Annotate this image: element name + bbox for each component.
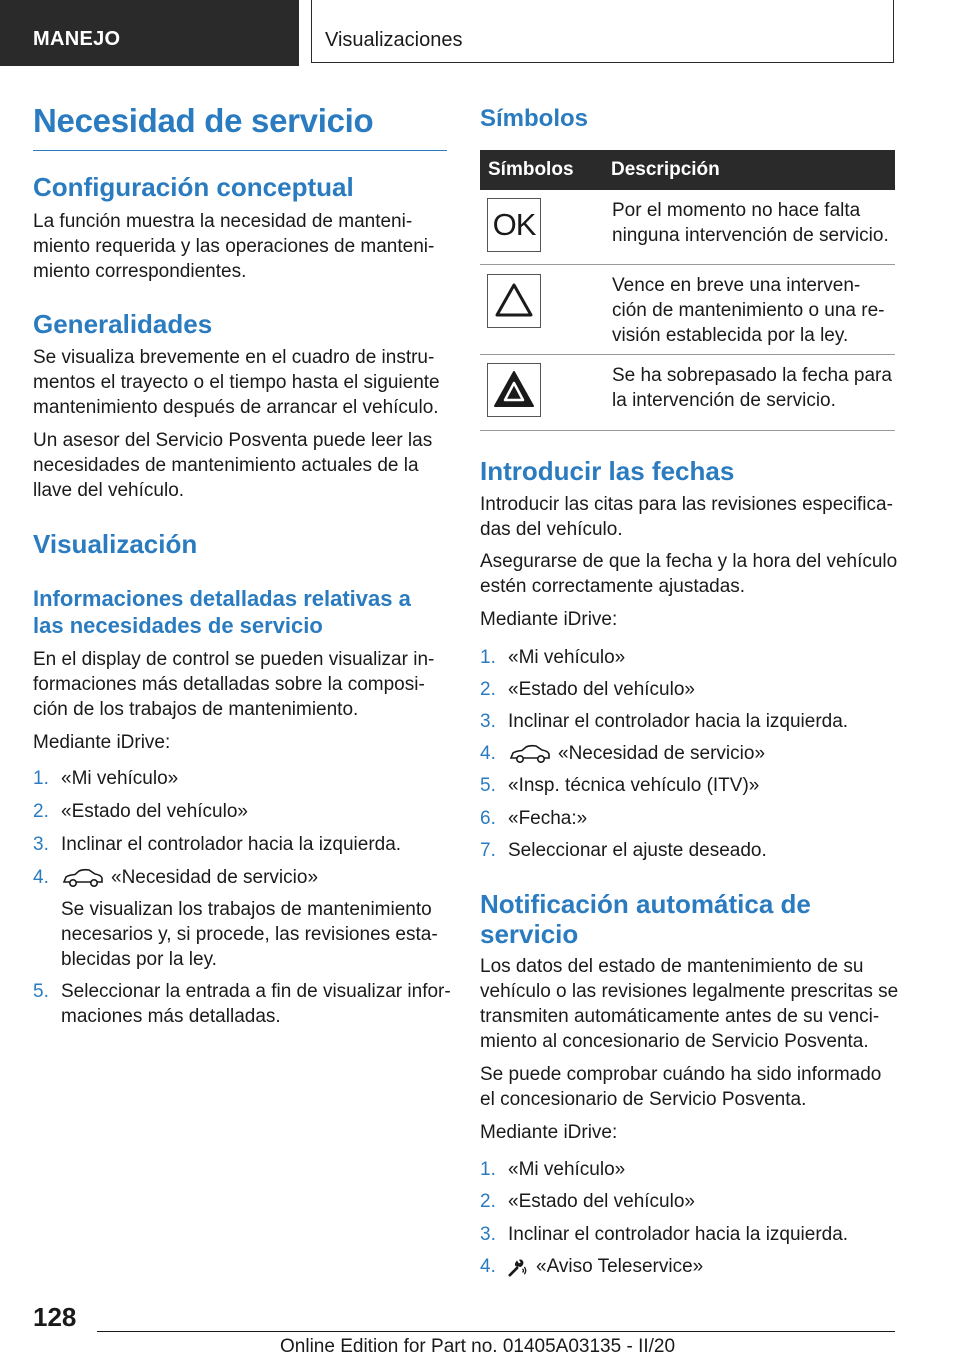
paragraph-fechas-1: Introducir las citas para las revisiones especifica- das del vehículo. — [480, 494, 893, 540]
warning-triangle-filled-icon — [487, 363, 541, 417]
table-row-divider — [480, 430, 895, 431]
car-icon — [508, 743, 552, 765]
heading-visualizacion: Visualización — [33, 529, 198, 559]
heading-introducir-fechas: Introducir las fechas — [480, 456, 735, 486]
paragraph-configuracion: La función muestra la necesidad de manteni- miento requerida y las operaciones de manteni- miento correspondientes. — [33, 211, 435, 282]
column-header-simbolos: Símbolos — [488, 159, 574, 180]
step-4-detail: Se visualizan los trabajos de mantenimiento necesarios y, si procede, las revisiones esta- blecidas por la ley. — [61, 899, 438, 970]
symbol-description: Se ha sobrepasado la fecha para la intervención de servicio. — [612, 365, 892, 411]
table-row-divider — [480, 354, 895, 355]
teleservice-wrench-icon — [508, 1257, 528, 1277]
symbols-table-header — [480, 150, 895, 190]
paragraph-idrive-notificacion: Mediante iDrive: — [480, 1122, 618, 1143]
footer-edition: Online Edition for Part no. 01405A03135 - II/20 — [280, 1336, 676, 1357]
heading-simbolos: Símbolos — [480, 105, 589, 132]
warning-triangle-outline-icon — [487, 274, 541, 328]
paragraph-fechas-2: Asegurarse de que la fecha y la hora del vehículo estén correctamente ajustadas. — [480, 551, 898, 597]
paragraph-generalidades-2: Un asesor del Servicio Posventa puede leer las necesidades de mantenimiento actuales de la llave del vehículo. — [33, 430, 433, 501]
symbol-description: Por el momento no hace falta ninguna intervención de servicio. — [612, 200, 889, 246]
footer-divider — [97, 1331, 895, 1332]
symbol-description: Vence en breve una interven- ción de mantenimiento o una re- visión establecida por la ley. — [612, 275, 885, 346]
ok-icon: OK — [487, 198, 541, 252]
heading-informaciones: Informaciones detalladas relativas a las necesidades de servicio — [33, 586, 411, 638]
header-topic-tab — [311, 0, 894, 63]
paragraph-notificacion-1: Los datos del estado de mantenimiento de su vehículo o las revisiones legalmente prescritas se transmiten automáticamente antes de su venci- miento al concesionario de Servicio Posventa. — [480, 956, 899, 1052]
header-topic-label: Visualizaciones — [325, 29, 463, 51]
heading-notificacion: Notificación automática de servicio — [480, 889, 811, 949]
header-section-label: MANEJO — [33, 28, 121, 50]
paragraph-informaciones: En el display de control se pueden visualizar in- formaciones más detalladas sobre la composi- ción de los trabajos de mantenimiento. — [33, 649, 435, 720]
paragraph-generalidades-1: Se visualiza brevemente en el cuadro de instru- mentos el trayecto o el tiempo hasta el siguiente mantenimiento después de arrancar el vehículo. — [33, 347, 440, 418]
heading-configuracion: Configuración conceptual — [33, 172, 354, 202]
paragraph-notificacion-2: Se puede comprobar cuándo ha sido informado el concesionario de Servicio Posventa. — [480, 1064, 882, 1110]
heading-generalidades: Generalidades — [33, 309, 213, 339]
header-section-tab — [0, 0, 299, 66]
paragraph-idrive: Mediante iDrive: — [33, 732, 171, 753]
page-number: 128 — [33, 1302, 77, 1332]
page-title: Necesidad de servicio — [33, 102, 447, 151]
paragraph-idrive-fechas: Mediante iDrive: — [480, 609, 618, 630]
car-icon — [61, 867, 105, 889]
column-header-descripcion: Descripción — [611, 159, 720, 180]
table-row-divider — [480, 264, 895, 265]
